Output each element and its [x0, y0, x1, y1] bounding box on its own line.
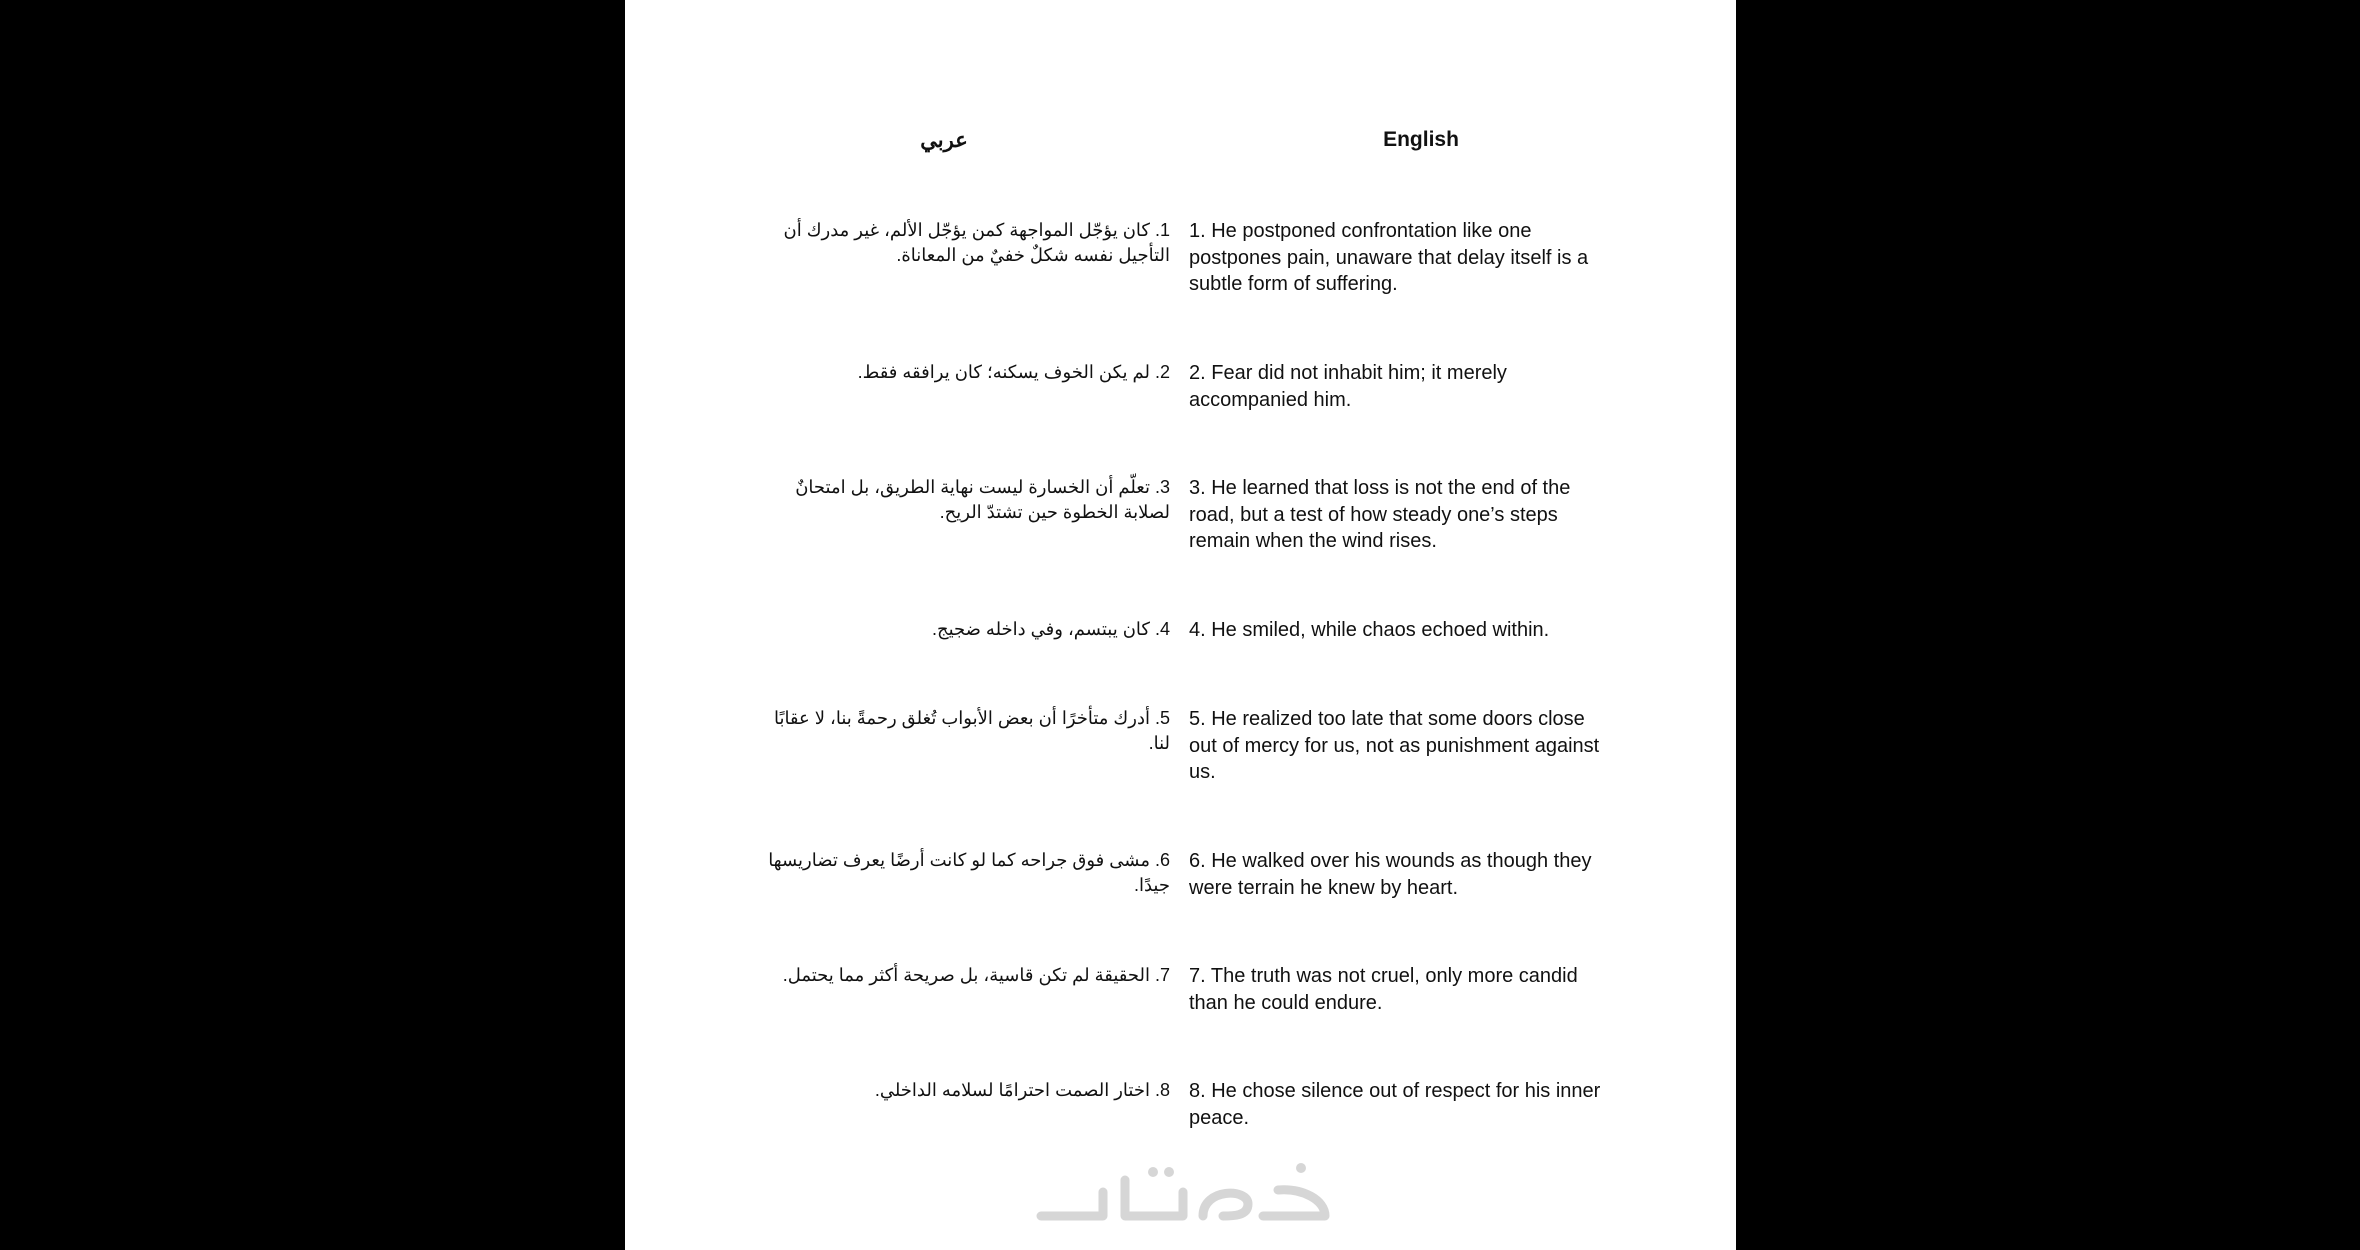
arabic-sentence: 6. مشى فوق جراحه كما لو كانت أرضًا يعرف تضاريسها جيدًا.	[768, 850, 1170, 895]
arabic-sentence: 3. تعلّم أن الخسارة ليست نهاية الطريق، بل امتحانٌ لصلابة الخطوة حين تشتدّ الريح.	[795, 477, 1170, 522]
khamsat-watermark-logo	[1033, 1158, 1333, 1228]
english-sentence: 5. He realized too late that some doors close out of mercy for us, not as punishment against us.	[1189, 708, 1600, 783]
english-sentence: 6. He walked over his wounds as though they were terrain he knew by heart.	[1189, 850, 1592, 899]
english-sentence: 8. He chose silence out of respect for his inner peace.	[1189, 1080, 1601, 1129]
document-page	[625, 0, 1736, 1250]
english-column-header: English	[1383, 128, 1459, 151]
english-sentence: 4. He smiled, while chaos echoed within.	[1189, 619, 1550, 641]
arabic-sentence: 5. أدرك متأخرًا أن بعض الأبواب تُغلق رحمةً بنا، لا عقابًا لنا.	[773, 708, 1170, 753]
arabic-sentence: 4. كان يبتسم، وفي داخله ضجيج.	[931, 619, 1170, 639]
arabic-sentence: 2. لم يكن الخوف يسكنه؛ كان يرافقه فقط.	[857, 362, 1170, 382]
english-sentence: 1. He postponed confrontation like one postpones pain, unaware that delay itself is a subtle form of suffering.	[1189, 220, 1589, 295]
arabic-sentence: 8. اختار الصمت احترامًا لسلامه الداخلي.	[874, 1080, 1170, 1100]
arabic-sentence: 7. الحقيقة لم تكن قاسية، بل صريحة أكثر مما يحتمل.	[782, 965, 1170, 985]
english-sentence: 7. The truth was not cruel, only more candid than he could endure.	[1189, 965, 1578, 1014]
arabic-sentence: 1. كان يؤجّل المواجهة كمن يؤجّل الألم، غير مدرك أن التأجيل نفسه شكلٌ خفيٌ من المعاناة.	[783, 220, 1170, 265]
english-sentence: 3. He learned that loss is not the end of the road, but a test of how steady one’s steps remain when the wind rises.	[1189, 477, 1571, 552]
arabic-column-header: عربي	[920, 129, 968, 152]
english-sentence: 2. Fear did not inhabit him; it merely accompanied him.	[1189, 362, 1507, 411]
